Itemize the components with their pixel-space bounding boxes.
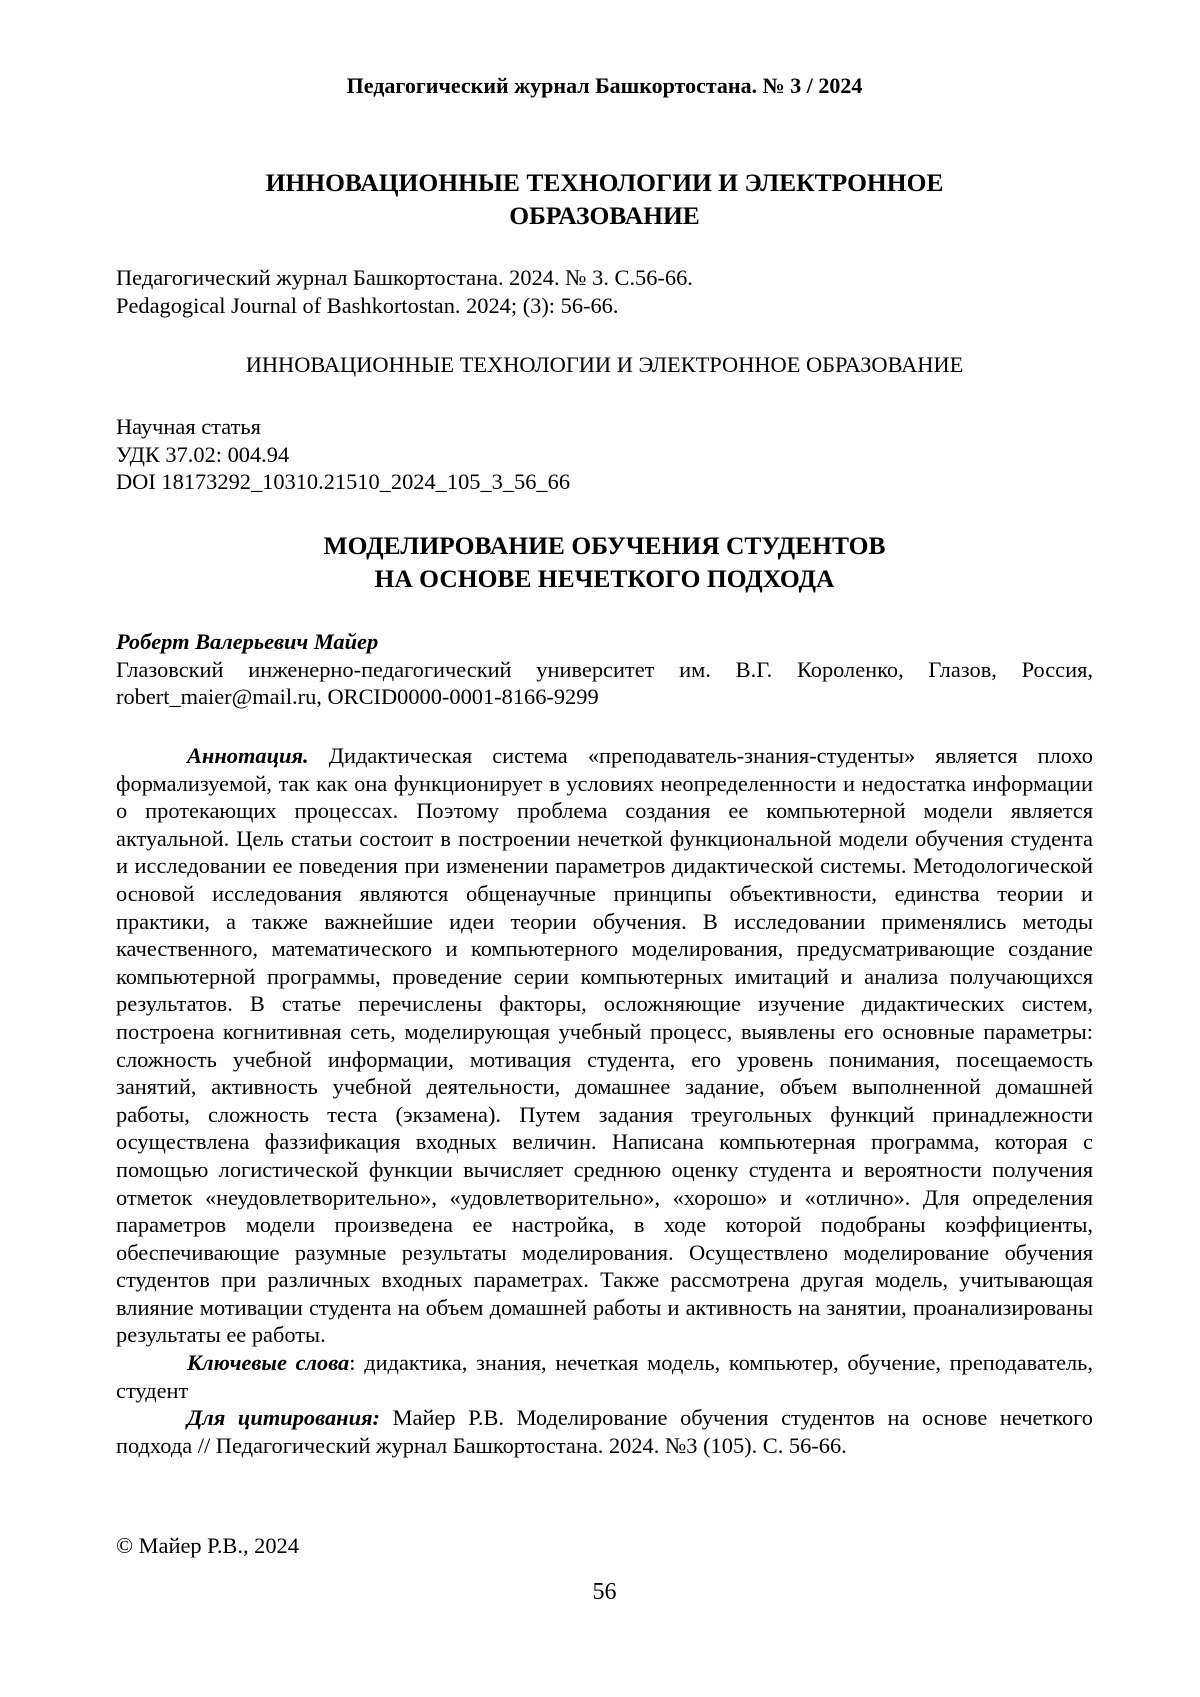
article-title-line-2: НА ОСНОВЕ НЕЧЕТКОГО ПОДХОДА — [374, 564, 835, 593]
doi: DOI 18173292_10310.21510_2024_105_3_56_66 — [116, 469, 571, 495]
journal-reference-ru: Педагогический журнал Башкортостана. 2024. № 3. С.56-66. — [116, 265, 693, 290]
section-heading-line-1: ИННОВАЦИОННЫЕ ТЕХНОЛОГИИ И ЭЛЕКТРОННОЕ — [265, 168, 944, 197]
article-title — [116, 529, 1093, 595]
abstract-label: Аннотация. — [187, 743, 309, 768]
udc-code: УДК 37.02: 004.94 — [116, 441, 290, 467]
author-block — [116, 628, 1093, 711]
keywords-label: Ключевые слова — [187, 1350, 350, 1376]
article-meta — [116, 413, 1093, 496]
article-type: Научная статья — [116, 414, 261, 439]
section-line: ИННОВАЦИОННЫЕ ТЕХНОЛОГИИ И ЭЛЕКТРОННОЕ ОБРАЗОВАНИЕ — [245, 352, 964, 377]
citation-text: Майер Р.В. Моделирование обучения студентов на основе нечеткого подхода // Педагогический журнал Башкортостана. 2024. №3 (105). С. 56-66. — [116, 1405, 1093, 1458]
abstract-text: Дидактическая система «преподаватель-знания-студенты» является плохо формализуемой, так как она функционирует в условиях неопределенности и недостатка информации о протекающих процессах. Поэтому проблема создания ее компьютерной модели является актуальной. Цель статьи состоит в построении нечеткой функциональной модели обучения студента и исследовании ее поведения при изменении параметров дидактической системы. Методологической основой исследования являются общенаучные принципы объективности, единства теории и практики, а также важнейшие идеи теории обучения. В исследовании применялись методы качественного, математического и компьютерного моделирования, предусматривающие создание компьютерной программы, проведение серии компьютерных имитаций и анализа получающихся результатов. В статье перечислены факторы, осложняющие изучение дидактических систем, построена когнитивная сеть, моделирующая учебный процесс, выявлены его основные параметры: сложность учебной информации, мотивация студента, его уровень понимания, посещаемость занятий, активность учебной деятельности, домашнее задание, объем выполненной домашней работы, сложность теста (экзамена). Путем задания треугольных функций принадлежности осуществлена фаззификация входных величин. Написана компьютерная программа, которая с помощью логистической функции вычисляет среднюю оценку студента и вероятности получения отметок «неудовлетворительно», «удовлетворительно», «хорошо» и «отлично». Для определения параметров модели произведена ее настройка, в ходе которой подобраны коэффициенты, обеспечивающие разумные результаты моделирования. Осуществлено моделирование обучения студентов при различных входных параметрах. Также рассмотрена другая модель, учитывающая влияние мотивации студента на объем домашней работы и активность на занятии, проанализированы результаты ее работы. — [116, 743, 1093, 1348]
keywords-paragraph: Ключевые слова: дидактика, знания, нечеткая модель, компьютер, обучение, преподаватель, студент — [116, 1350, 1093, 1403]
citation-label: Для цитирования: — [187, 1405, 381, 1431]
author-affiliation: Глазовский инженерно-педагогический университет им. В.Г. Короленко, Глазов, Россия, robert_maier@mail.ru, ORCID0000-0001-8166-9299 — [116, 656, 1093, 710]
article-title-line-1: МОДЕЛИРОВАНИЕ ОБУЧЕНИЯ СТУДЕНТОВ — [323, 531, 886, 560]
article-page — [116, 0, 1093, 1697]
keywords-text: дидактика, знания, нечеткая модель, компьютер, обучение, преподаватель, студент — [116, 1350, 1093, 1403]
section-heading-line-2: ОБРАЗОВАНИЕ — [509, 201, 700, 230]
citation-paragraph — [116, 1404, 1093, 1459]
abstract-paragraph — [116, 742, 1093, 1349]
journal-reference-en: Pedagogical Journal of Bashkortostan. 2024; (3): 56-66. — [116, 292, 619, 318]
running-head: Педагогический журнал Башкортостана. № 3 / 2024 — [346, 73, 863, 98]
author-name: Роберт Валерьевич Майер — [116, 629, 379, 654]
section-heading — [116, 166, 1093, 232]
abstract-block — [116, 742, 1093, 1459]
page-number: 56 — [592, 1579, 617, 1605]
copyright: © Майер Р.В., 2024 — [116, 1533, 299, 1558]
journal-reference — [116, 264, 1093, 319]
